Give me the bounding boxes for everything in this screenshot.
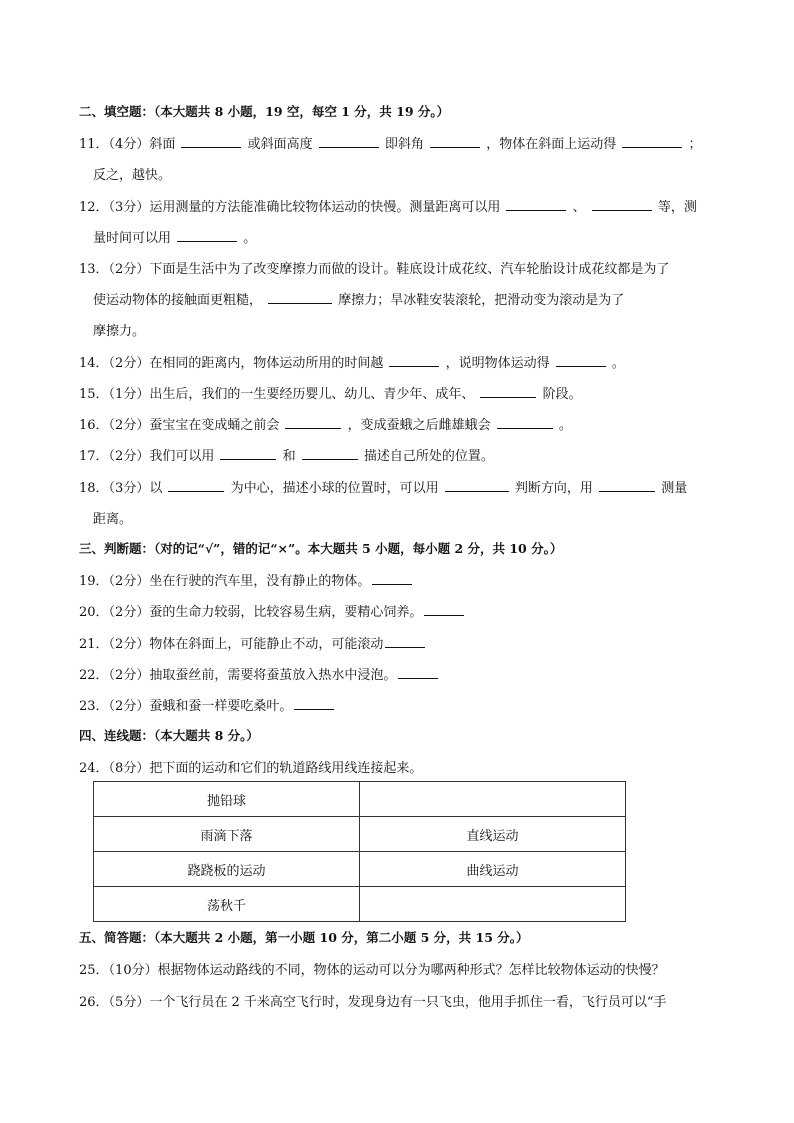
answer-blank[interactable] (220, 447, 276, 460)
q21-text: 21．（2分）物体在斜面上，可能静止不动，可能滚动 (79, 637, 384, 652)
q19-text: 19．（2分）坐在行驶的汽车里，没有静止的物体。 (79, 574, 371, 589)
question-19 (79, 570, 414, 589)
answer-blank[interactable] (294, 697, 334, 710)
section-fill-heading: 二、填空题：（本大题共 8 小题，19 空，每空 1 分，共 19 分。） (79, 104, 450, 119)
answer-blank[interactable] (389, 354, 439, 367)
q17-text-3: 描述自己所处的位置。 (363, 449, 494, 464)
q18-text-2: 为中心，描述小球的位置时，可以用 (230, 481, 439, 496)
question-18-line-2: 距离。 (93, 512, 133, 527)
answer-blank[interactable] (430, 135, 480, 148)
q11-text-1: 11．（4分）斜面 (79, 137, 176, 152)
motion-cell[interactable]: 雨滴下落 (94, 817, 360, 852)
q14-text-2: ，说明物体运动得 (445, 356, 550, 371)
q11-text-2: 或斜面高度 (247, 137, 313, 152)
q15-text-2: 阶段。 (542, 387, 582, 402)
question-11 (79, 133, 702, 152)
table-row (94, 887, 626, 922)
question-25: 25．（10分）根据物体运动路线的不同，物体的运动可以分为哪两种形式？怎样比较物体运动的快慢？ (79, 963, 665, 978)
q11-text-3: 即斜角 (384, 137, 424, 152)
q17-text-2: 和 (282, 449, 296, 464)
question-11-line-2: 反之，越快。 (93, 168, 172, 183)
q17-text-1: 17．（2分）我们可以用 (79, 449, 215, 464)
q16-text-2: ，变成蚕蛾之后雌雄蛾会 (347, 418, 491, 433)
question-26: 26．（5分）一个飞行员在 2 千米高空飞行时，发现身边有一只飞虫，他用手抓住一看，飞行员可以“手 (79, 995, 667, 1010)
q11-text-5: ； (688, 137, 702, 152)
question-12-line-2 (93, 227, 256, 246)
answer-blank[interactable] (599, 479, 655, 492)
answer-blank[interactable] (285, 416, 341, 429)
answer-blank[interactable] (497, 416, 553, 429)
q12-text-4: 量时间可以用 (93, 231, 172, 246)
q15-text-1: 15．（1分）出生后，我们的一生要经历婴儿、幼儿、青少年、成年、 (79, 387, 475, 402)
answer-blank[interactable] (168, 479, 224, 492)
table-row (94, 817, 626, 852)
section-match-heading: 四、连线题：（本大题共 8 分。） (79, 728, 259, 743)
answer-blank[interactable] (372, 572, 412, 585)
question-21 (79, 633, 427, 652)
table-row (94, 852, 626, 887)
q23-text: 23．（2分）蚕蛾和蚕一样要吃桑叶。 (79, 699, 293, 714)
q16-text-3: 。 (558, 418, 572, 433)
answer-blank[interactable] (445, 479, 509, 492)
answer-blank[interactable] (622, 135, 682, 148)
question-20 (79, 601, 466, 620)
q18-text-1: 18．（3分）以 (79, 481, 163, 496)
trajectory-cell[interactable]: 曲线运动 (360, 852, 626, 887)
motion-cell[interactable]: 跷跷板的运动 (94, 852, 360, 887)
question-18 (79, 477, 687, 496)
answer-blank[interactable] (177, 229, 237, 242)
answer-blank[interactable] (319, 135, 379, 148)
q16-text-1: 16．（2分）蚕宝宝在变成蛹之前会 (79, 418, 280, 433)
question-13-line-3: 摩擦力。 (93, 324, 146, 339)
question-23 (79, 695, 336, 714)
question-22 (79, 664, 440, 683)
q12-text-3: 等，测 (657, 200, 697, 215)
q12-text-1: 12．（3分）运用测量的方法能准确比较物体运动的快慢。测量距离可以用 (79, 200, 501, 215)
question-13: 13．（2分）下面是生活中为了改变摩擦力而做的设计。鞋底设计成花纹、汽车轮胎设计成花纹都是为了 (79, 262, 670, 277)
section-short-heading: 五、简答题：（本大题共 2 小题，第一小题 10 分，第二小题 5 分，共 15 分。） (79, 930, 529, 945)
answer-blank[interactable] (385, 635, 425, 648)
q13-text-3: 摩擦力；旱冰鞋安装滚轮，把滑动变为滚动是为了 (338, 293, 625, 308)
q14-text-3: 。 (611, 356, 625, 371)
trajectory-cell[interactable] (360, 782, 626, 817)
q18-text-4: 测量 (661, 481, 688, 496)
trajectory-cell[interactable]: 直线运动 (360, 817, 626, 852)
matching-table (93, 781, 626, 922)
q18-text-3: 判断方向，用 (514, 481, 593, 496)
question-13-line-2 (93, 289, 624, 308)
answer-blank[interactable] (506, 198, 566, 211)
q22-text: 22．（2分）抽取蚕丝前，需要将蚕茧放入热水中浸泡。 (79, 668, 397, 683)
question-12 (79, 196, 697, 215)
question-16 (79, 414, 572, 433)
q14-text-1: 14．（2分）在相同的距离内，物体运动所用的时间越 (79, 356, 384, 371)
question-15 (79, 383, 582, 402)
q12-text-5: 。 (243, 231, 257, 246)
motion-cell[interactable]: 荡秋千 (94, 887, 360, 922)
question-14 (79, 352, 625, 371)
answer-blank[interactable] (480, 385, 536, 398)
motion-cell[interactable]: 抛铅球 (94, 782, 360, 817)
q13-text-2: 使运动物体的接触面更粗糙， (93, 293, 263, 308)
question-24: 24．（8分）把下面的运动和它们的轨道路线用线连接起来。 (79, 761, 423, 776)
section-judge-heading: 三、判断题：（对的记“√”，错的记“×”。本大题共 5 小题，每小题 2 分，共 10 分。） (79, 541, 563, 556)
q12-text-2: 、 (572, 200, 586, 215)
answer-blank[interactable] (592, 198, 652, 211)
answer-blank[interactable] (424, 603, 464, 616)
answer-blank[interactable] (302, 447, 358, 460)
q11-text-4: ，物体在斜面上运动得 (486, 137, 617, 152)
q20-text: 20．（2分）蚕的生命力较弱，比较容易生病，要精心饲养。 (79, 605, 423, 620)
question-17 (79, 445, 494, 464)
answer-blank[interactable] (181, 135, 241, 148)
table-row (94, 782, 626, 817)
answer-blank[interactable] (398, 666, 438, 679)
answer-blank[interactable] (268, 291, 332, 304)
answer-blank[interactable] (556, 354, 606, 367)
trajectory-cell[interactable] (360, 887, 626, 922)
